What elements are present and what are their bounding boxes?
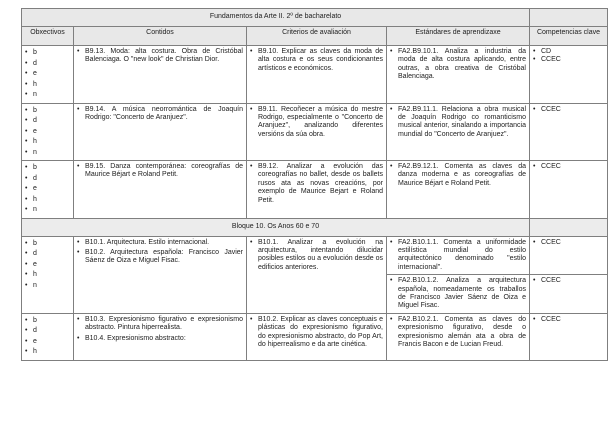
- content-item: • B9.13. Moda: alta costura. Obra de Cristóbal Balenciaga. O "new look" de Christian Dior.: [77, 48, 243, 65]
- objectives-cell: [22, 313, 74, 360]
- objective-item: • e: [25, 127, 70, 138]
- column-header-contents: Contidos: [74, 27, 247, 46]
- objective-item: • h: [25, 80, 70, 91]
- standard-cell: [387, 313, 530, 360]
- content-item: • B10.2. Arquitectura española: Francisco Javier Sáenz de Oiza e Miguel Fisac.: [77, 249, 243, 266]
- criteria-text: • B10.2. Explicar as claves conceptuais e plásticas do expresionismo figurativo, do expresionismo abstracto, do Pop Art, do hiperrealismo e da arte cinética.: [250, 316, 383, 350]
- criteria-text: • B10.1. Analizar a evolución na arquitectura, intentando dilucidar posibles estilos ou a evolución desde os edificios anteriores.: [250, 239, 383, 273]
- objective-item: • h: [25, 137, 70, 148]
- competences-cell: [530, 236, 608, 275]
- content-item: • B10.1. Arquitectura. Estilo internacional.: [77, 239, 243, 247]
- objective-item: • e: [25, 184, 70, 195]
- objective-item: • h: [25, 195, 70, 206]
- column-header-objectives: Obxectivos: [22, 27, 74, 46]
- table-row: [22, 161, 608, 219]
- competence-item: • CD: [533, 48, 604, 56]
- objectives-cell: [22, 236, 74, 313]
- column-header-competences: Competencias clave: [530, 27, 608, 46]
- objective-item: • b: [25, 316, 70, 327]
- objective-item: • b: [25, 239, 70, 250]
- objective-item: • e: [25, 260, 70, 271]
- competences-cell: [530, 161, 608, 219]
- objective-item: • e: [25, 337, 70, 348]
- criteria-cell: [247, 103, 387, 161]
- table-row: [22, 236, 608, 275]
- standard-text: • FA2.B10.1.1. Comenta a uniformidade estilística mundial do estilo arquitectónico denominado "estilo internacional".: [390, 239, 526, 273]
- competences-cell: [530, 313, 608, 360]
- objective-item: • d: [25, 116, 70, 127]
- curriculum-table: [21, 8, 608, 361]
- objective-item: • d: [25, 59, 70, 70]
- competence-item: • CCEC: [533, 316, 604, 324]
- objective-item: • n: [25, 281, 70, 292]
- contents-cell: [74, 236, 247, 313]
- criteria-cell: [247, 313, 387, 360]
- competence-item: • CCEC: [533, 106, 604, 114]
- standard-text: • FA2.B9.10.1. Analiza a industria da moda de alta costura aplicando, entre outras, a obra creativa de Cristóbal Balenciaga.: [390, 48, 526, 82]
- column-header-standards: Estándares de aprendizaxe: [387, 27, 530, 46]
- objective-item: • b: [25, 48, 70, 59]
- objective-item: • d: [25, 326, 70, 337]
- block-title: Bloque 10. Os Anos 60 e 70: [22, 218, 530, 236]
- column-header-row: [22, 27, 608, 46]
- table-row: [22, 103, 608, 161]
- competence-item: • CCEC: [533, 239, 604, 247]
- standard-text: • FA2.B9.12.1. Comenta as claves da danza moderna e as coreografías de Maurice Béjart e Roland Petit.: [390, 163, 526, 188]
- criteria-cell: [247, 236, 387, 313]
- objectives-cell: [22, 161, 74, 219]
- content-item: • B10.4. Expresionismo abstracto:: [77, 335, 243, 343]
- standard-cell: [387, 161, 530, 219]
- column-header-criteria: Criterios de avaliación: [247, 27, 387, 46]
- criteria-text: • B9.11. Recoñecer a música do mestre Rodrigo, especialmente o "Concerto de Aranjuez", analizando diferentes versións da súa obra.: [250, 106, 383, 140]
- objective-item: • h: [25, 347, 70, 358]
- criteria-cell: [247, 46, 387, 104]
- objective-item: • b: [25, 163, 70, 174]
- objective-item: • h: [25, 270, 70, 281]
- objectives-cell: [22, 103, 74, 161]
- contents-cell: [74, 161, 247, 219]
- competence-item: • CCEC: [533, 163, 604, 171]
- table-title-spacer: [530, 9, 608, 27]
- standard-text: • FA2.B10.2.1. Comenta as claves do expresionismo figurativo, desde o expresionismo alemán ata a obra de Francis Bacon e de Lucian Freud.: [390, 316, 526, 350]
- objective-item: • d: [25, 174, 70, 185]
- contents-cell: [74, 46, 247, 104]
- objective-item: • e: [25, 69, 70, 80]
- contents-cell: [74, 103, 247, 161]
- competences-cell: [530, 46, 608, 104]
- standard-cell: [387, 103, 530, 161]
- standard-text: • FA2.B9.11.1. Relaciona a obra musical de Joaquín Rodrigo co romanticismo musical anterior, sinalando a importancia mundial do "Concerto de Aranjuez".: [390, 106, 526, 140]
- table-row: [22, 313, 608, 360]
- standard-text: • FA2.B10.1.2. Analiza a arquitectura española, nomeadamente os traballos de Francisco Javier Sáenz de Oiza e Miguel Fisac.: [390, 277, 526, 311]
- objective-item: • b: [25, 106, 70, 117]
- content-item: • B9.15. Danza contemporánea: coreografías de Maurice Béjart e Roland Petit.: [77, 163, 243, 180]
- standard-cell: [387, 275, 530, 314]
- criteria-text: • B9.12. Analizar a evolución das coreografías no ballet, desde os ballets rusos ata as novas creacións, por exemplo de Maurice Bejart e Roland Petit.: [250, 163, 383, 205]
- contents-cell: [74, 313, 247, 360]
- block-title-spacer: [530, 218, 608, 236]
- competences-cell: [530, 275, 608, 314]
- objective-item: • n: [25, 205, 70, 216]
- standard-cell: [387, 236, 530, 275]
- criteria-text: • B9.10. Explicar as claves da moda de alta costura e os seus condicionantes artísticos e económicos.: [250, 48, 383, 73]
- competence-item: • CCEC: [533, 56, 604, 64]
- content-item: • B9.14. A música neorromántica de Joaquín Rodrigo: "Concerto de Aranjuez".: [77, 106, 243, 123]
- standard-cell: [387, 46, 530, 104]
- table-row: [22, 46, 608, 104]
- objective-item: • n: [25, 90, 70, 101]
- competence-item: • CCEC: [533, 277, 604, 285]
- content-item: • B10.3. Expresionismo figurativo e expresionismo abstracto. Pintura hiperrealista.: [77, 316, 243, 333]
- objective-item: • d: [25, 249, 70, 260]
- objectives-cell: [22, 46, 74, 104]
- criteria-cell: [247, 161, 387, 219]
- table-title: Fundamentos da Arte II. 2º de bacharelato: [22, 9, 530, 27]
- objective-item: • n: [25, 148, 70, 159]
- competences-cell: [530, 103, 608, 161]
